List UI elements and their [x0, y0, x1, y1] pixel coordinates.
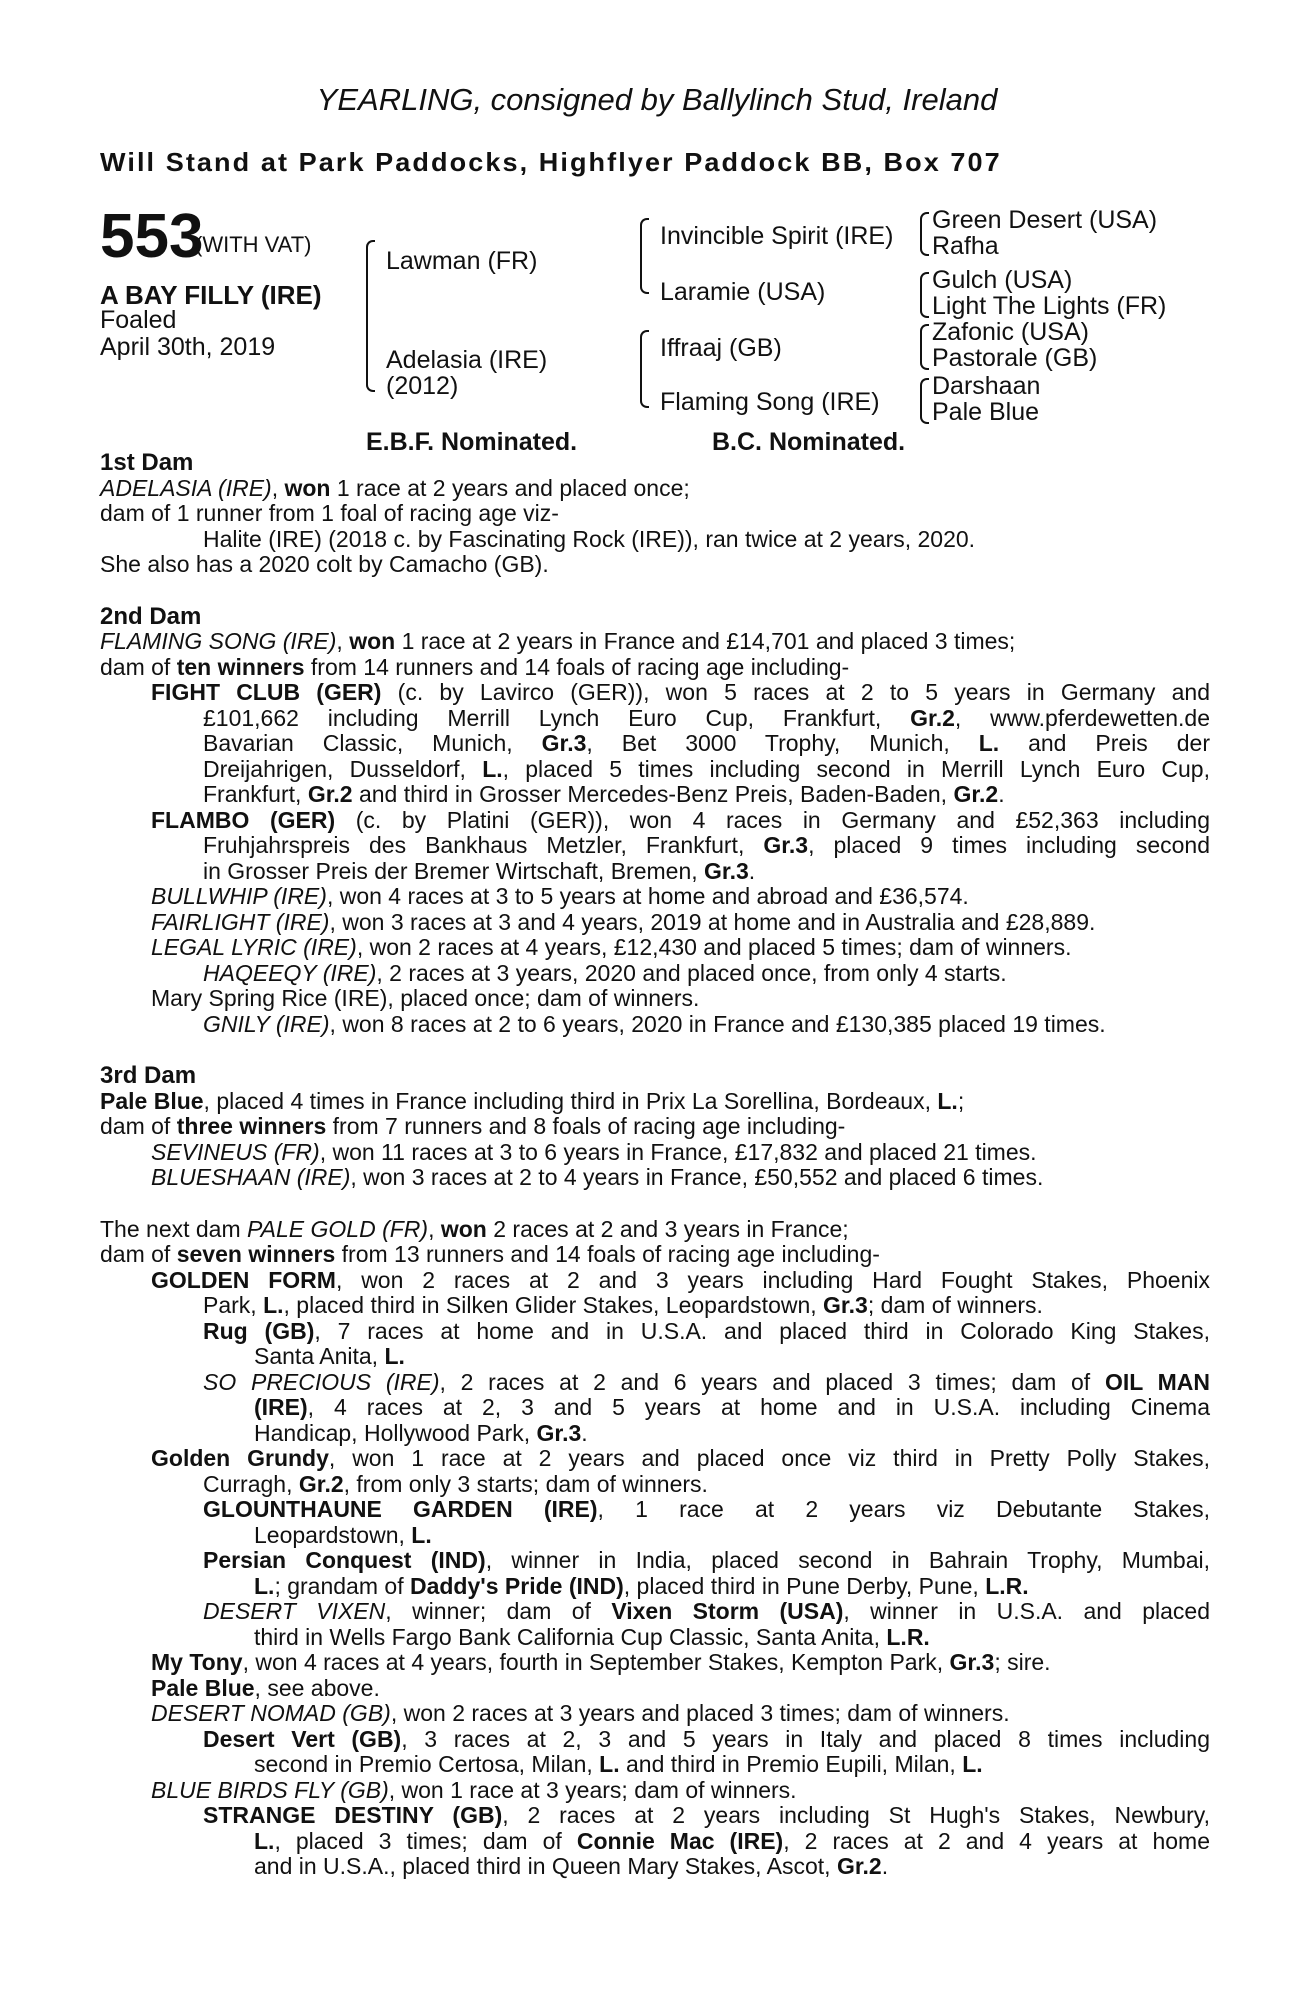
italic-text: BLUE BIRDS FLY (GB)	[151, 1776, 389, 1803]
pedigree-sire-dam: Laramie (USA)	[660, 278, 826, 306]
bold-text: L.	[599, 1751, 620, 1777]
g-bracket-4	[920, 378, 929, 424]
text: ; dam of winners.	[867, 1292, 1043, 1318]
family-line	[100, 884, 1210, 910]
text: ,	[271, 474, 285, 501]
text: , placed third in Silken Glider Stakes, Leopardstown,	[283, 1292, 824, 1318]
italic-text: ADELASIA (IRE)	[100, 474, 272, 501]
bold-text: won	[349, 628, 396, 654]
pedigree-sire-sire: Invincible Spirit (IRE)	[660, 222, 894, 250]
bold-text: FLAMBO (GER)	[151, 806, 336, 833]
italic-text: DESERT VIXEN	[203, 1598, 386, 1624]
italic-text: SEVINEUS (FR)	[151, 1138, 320, 1165]
bold-text: L.	[411, 1521, 432, 1548]
italic-text: FAIRLIGHT (IRE)	[151, 908, 330, 935]
bold-text: Gr.2	[953, 781, 999, 807]
bold-text: My Tony	[151, 1649, 243, 1675]
text: , won 4 races at 4 years, fourth in September Stakes, Kempton Park,	[242, 1649, 950, 1675]
text: , placed 4 times in France including third in Prix La Sorellina, Bordeaux,	[203, 1087, 938, 1114]
text: second in Premio Certosa, Milan,	[254, 1751, 600, 1777]
spacer	[100, 1191, 1210, 1217]
vat-note: (WITH VAT)	[195, 232, 312, 257]
family-line	[100, 1140, 1210, 1166]
family-line	[100, 1752, 1210, 1778]
text: , won 2 races at 2 and 3 years including Hard Fought Stakes, Phoenix	[335, 1266, 1210, 1293]
text: , won 3 races at 2 to 4 years in France, £50,552 and placed 6 times.	[350, 1164, 1044, 1190]
family-line	[100, 1114, 1210, 1140]
text: , 3 races at 2, 3 and 5 years in Italy and placed 8 times including	[401, 1725, 1210, 1752]
g-bracket-1	[920, 212, 929, 256]
consigner-heading: YEARLING, consigned by Ballylinch Stud, Ireland	[316, 82, 998, 117]
family-line	[100, 527, 1210, 553]
text: third in Wells Fargo Bank California Cup Classic, Santa Anita,	[254, 1623, 887, 1650]
bold-text: Gr.2	[298, 1470, 344, 1497]
text: , from only 3 starts; dam of winners.	[343, 1470, 708, 1497]
family-line	[100, 1854, 1210, 1880]
text: , won 4 races at 3 to 5 years at home and abroad and £36,574.	[326, 883, 969, 909]
pedigree-dam-year: (2012)	[386, 372, 459, 400]
family-line	[100, 1650, 1210, 1676]
text: and Preis der	[999, 730, 1210, 756]
bold-text: 1st Dam	[100, 449, 194, 476]
text: Frankfurt,	[203, 781, 308, 807]
text: from 13 runners and 14 foals of racing age including-	[335, 1241, 880, 1267]
italic-text: GNILY (IRE)	[203, 1010, 330, 1037]
bold-text: L.R.	[985, 1572, 1029, 1599]
family-line	[100, 1625, 1210, 1651]
bold-text: Gr.3	[541, 730, 587, 756]
family-line	[100, 1701, 1210, 1727]
bold-text: OIL MAN	[1104, 1368, 1210, 1395]
lot-title: A BAY FILLY (IRE)	[100, 280, 322, 310]
family-line	[100, 1370, 1210, 1396]
text: £101,662 including Merrill Lynch Euro Cup, Frankfurt,	[203, 704, 911, 731]
text: (c. by Platini (GER)), won 4 races in Germany and £52,363 including	[335, 806, 1210, 833]
pedigree-g6: Pastorale (GB)	[932, 344, 1098, 372]
text: Leopardstown,	[254, 1521, 412, 1548]
bold-text: Gr.2	[836, 1853, 882, 1879]
text: dam of 1 runner from 1 foal of racing age viz-	[100, 500, 559, 526]
family-line	[100, 680, 1210, 706]
bold-text: L.	[482, 755, 503, 782]
text: Handicap, Hollywood Park,	[254, 1419, 537, 1446]
bold-text: Vixen Storm (USA)	[611, 1598, 844, 1624]
text: Santa Anita,	[254, 1343, 385, 1369]
text: from 14 runners and 14 foals of racing age including-	[304, 653, 850, 680]
bold-text: Gr.3	[949, 1649, 995, 1675]
dam-line-bracket	[640, 330, 649, 408]
family-line	[100, 1293, 1210, 1319]
family-line	[100, 501, 1210, 527]
foaled-date: April 30th, 2019	[100, 333, 276, 361]
family-line	[100, 833, 1210, 859]
text: Bavarian Classic, Munich,	[203, 730, 542, 756]
bold-text: STRANGE DESTINY (GB)	[203, 1802, 503, 1828]
family-line	[100, 731, 1210, 757]
bold-text: L.	[254, 1572, 275, 1599]
family-line	[100, 808, 1210, 834]
bold-text: won	[440, 1215, 487, 1242]
family-line	[100, 961, 1210, 987]
text: in Grosser Preis der Bremer Wirtschaft, Bremen,	[203, 857, 705, 884]
family-line	[100, 552, 1210, 578]
bold-text: GLOUNTHAUNE GARDEN (IRE)	[203, 1496, 598, 1522]
text: , 1 race at 2 years viz Debutante Stakes,	[597, 1496, 1210, 1522]
family-line	[100, 1829, 1210, 1855]
text: , won 2 races at 3 years and placed 3 times; dam of winners.	[390, 1700, 1010, 1726]
text: , 2 races at 2 years including St Hugh's Stakes, Newbury,	[502, 1802, 1210, 1828]
text: , won 1 race at 3 years; dam of winners.	[388, 1776, 797, 1803]
text: dam of	[100, 1113, 177, 1139]
text: Fruhjahrspreis des Bankhaus Metzler, Frankfurt,	[203, 832, 764, 858]
family-line	[100, 1778, 1210, 1804]
text: Mary Spring Rice (IRE), placed once; dam of winners.	[151, 985, 700, 1011]
text: , placed 9 times including second	[808, 832, 1210, 858]
text: , placed 3 times; dam of	[274, 1827, 577, 1854]
bold-text: Pale Blue	[100, 1087, 204, 1114]
text: The next dam	[100, 1215, 248, 1242]
bold-text: seven winners	[176, 1241, 336, 1267]
family-line	[100, 1472, 1210, 1498]
bold-text: L.	[254, 1827, 275, 1854]
italic-text: SO PRECIOUS (IRE)	[203, 1368, 440, 1395]
bold-text: 3rd Dam	[100, 1062, 197, 1089]
spacer	[100, 578, 1210, 604]
text: , see above.	[254, 1674, 380, 1701]
text: ;	[957, 1087, 965, 1114]
pedigree-dam: Adelasia (IRE)	[386, 346, 548, 374]
text: ,	[336, 628, 350, 654]
text: , www.pferdewetten.de	[954, 704, 1210, 731]
stand-location: Will Stand at Park Paddocks, Highflyer Paddock BB, Box 707	[100, 147, 1002, 177]
family-line	[100, 986, 1210, 1012]
text: , winner; dam of	[385, 1598, 612, 1624]
bold-text: Gr.3	[823, 1292, 868, 1318]
text: ; sire.	[994, 1649, 1051, 1675]
italic-text: BULLWHIP (IRE)	[151, 883, 327, 909]
text: from 7 runners and 8 foals of racing age including-	[326, 1113, 846, 1139]
text: and in U.S.A., placed third in Queen Mary Stakes, Ascot,	[254, 1853, 837, 1879]
text: , 4 races at 2, 3 and 5 years at home and in U.S.A. including Cinema	[307, 1394, 1210, 1420]
text: and third in Grosser Mercedes-Benz Preis, Baden-Baden,	[352, 781, 954, 807]
bold-text: Daddy's Pride (IND)	[409, 1572, 624, 1599]
italic-text: LEGAL LYRIC (IRE)	[151, 934, 357, 960]
bold-text: L.	[384, 1343, 405, 1369]
family-line	[100, 1012, 1210, 1038]
family-line	[100, 1217, 1210, 1243]
bc-nominated: B.C. Nominated.	[712, 428, 906, 456]
family-line	[100, 757, 1210, 783]
italic-text: BLUESHAAN (IRE)	[151, 1164, 351, 1190]
italic-text: FLAMING SONG (IRE)	[100, 628, 337, 654]
pedigree-g1: Green Desert (USA)	[932, 206, 1158, 234]
text: , won 1 race at 2 years and placed once viz third in Pretty Polly Stakes,	[328, 1445, 1211, 1471]
family-line	[100, 476, 1210, 502]
text: , placed 5 times including second in Merrill Lynch Euro Cup,	[502, 755, 1210, 782]
text: , 2 races at 2 and 4 years at home	[783, 1827, 1210, 1854]
bold-text: 2nd Dam	[100, 602, 202, 630]
bold-text: Gr.2	[307, 781, 353, 807]
text: , 2 races at 3 years, 2020 and placed once, from only 4 starts.	[376, 959, 1007, 986]
family-line	[100, 1165, 1210, 1191]
text: , won 8 races at 2 to 6 years, 2020 in France and £130,385 placed 19 times.	[329, 1010, 1106, 1037]
family-text	[100, 450, 1210, 1880]
bold-text: FIGHT CLUB (GER)	[151, 679, 382, 705]
family-line	[100, 1089, 1210, 1115]
text: , won 2 races at 4 years, £12,430 and placed 5 times; dam of winners.	[356, 934, 1072, 960]
family-line	[100, 1574, 1210, 1600]
text: She also has a 2020 colt by Camacho (GB).	[100, 551, 549, 577]
text: 2 races at 2 and 3 years in France;	[486, 1215, 849, 1242]
pedigree-dam-sire: Iffraaj (GB)	[660, 334, 782, 362]
text: , 2 races at 2 and 6 years and placed 3 times; dam of	[439, 1368, 1105, 1395]
dam-heading	[100, 604, 1210, 630]
text: .	[748, 857, 756, 884]
family-line	[100, 629, 1210, 655]
sire-bracket	[366, 240, 375, 392]
bold-text: Gr.3	[763, 832, 809, 858]
text: dam of	[100, 1241, 177, 1267]
family-line	[100, 859, 1210, 885]
text: , won 3 races at 3 and 4 years, 2019 at home and in Australia and £28,889.	[329, 908, 1096, 935]
text: , won 11 races at 3 to 6 years in France, £17,832 and placed 21 times.	[319, 1138, 1037, 1165]
pedigree-g4: Light The Lights (FR)	[932, 292, 1167, 320]
text: , 7 races at home and in U.S.A. and placed third in Colorado King Stakes,	[314, 1317, 1210, 1344]
family-line	[100, 1421, 1210, 1447]
bold-text: Persian Conquest (IND)	[203, 1547, 486, 1573]
text: Park,	[203, 1292, 264, 1318]
ebf-nominated: E.B.F. Nominated.	[366, 428, 578, 456]
bold-text: Rug (GB)	[203, 1317, 315, 1344]
bold-text: L.	[263, 1292, 284, 1318]
family-line	[100, 655, 1210, 681]
text: .	[998, 781, 1005, 807]
bold-text: L.	[962, 1751, 983, 1777]
family-line	[100, 935, 1210, 961]
text: ,	[428, 1215, 441, 1242]
sire-line-bracket	[640, 218, 649, 294]
foaled-label: Foaled	[100, 306, 177, 334]
bold-text: Gr.3	[536, 1419, 582, 1446]
family-line	[100, 1268, 1210, 1294]
family-line	[100, 706, 1210, 732]
family-line	[100, 1242, 1210, 1268]
bold-text: L.	[937, 1087, 958, 1114]
bold-text: ten winners	[176, 653, 305, 680]
text: .	[881, 1853, 889, 1879]
pedigree-g3: Gulch (USA)	[932, 266, 1073, 294]
bold-text: Gr.2	[910, 704, 955, 731]
bold-text: Gr.3	[704, 857, 749, 884]
text: ; grandam of	[274, 1572, 410, 1599]
g-bracket-3	[920, 324, 929, 370]
text: Halite (IRE) (2018 c. by Fascinating Rock (IRE)), ran twice at 2 years, 2020.	[203, 525, 976, 552]
family-line	[100, 1344, 1210, 1370]
pedigree-g8: Pale Blue	[932, 398, 1040, 426]
bold-text: Connie Mac (IRE)	[576, 1827, 784, 1854]
pedigree-sire: Lawman (FR)	[386, 247, 538, 275]
text: Dreijahrigen, Dusseldorf,	[203, 755, 483, 782]
text: .	[581, 1419, 588, 1446]
bold-text: Golden Grundy	[151, 1445, 329, 1471]
text: 1 race at 2 years in France and £14,701 and placed 3 times;	[395, 628, 1016, 654]
bold-text: Pale Blue	[151, 1674, 255, 1701]
family-line	[100, 1395, 1210, 1421]
text: , placed third in Pune Derby, Pune,	[623, 1572, 986, 1599]
bold-text: won	[284, 474, 331, 501]
text: Curragh,	[203, 1470, 299, 1497]
dam-heading	[100, 450, 1210, 476]
pedigree-g5: Zafonic (USA)	[932, 318, 1089, 346]
pedigree-dam-dam: Flaming Song (IRE)	[660, 388, 880, 416]
bold-text: L.	[978, 730, 1000, 756]
text: 1 race at 2 years and placed once;	[330, 474, 690, 501]
pedigree-g7: Darshaan	[932, 372, 1041, 400]
family-line	[100, 1676, 1210, 1702]
bold-text: GOLDEN FORM	[151, 1266, 336, 1293]
bold-text: (IRE)	[254, 1394, 308, 1420]
family-line	[100, 1803, 1210, 1829]
g-bracket-2	[920, 272, 929, 318]
italic-text: DESERT NOMAD (GB)	[151, 1700, 391, 1726]
family-line	[100, 1446, 1210, 1472]
italic-text: PALE GOLD (FR)	[247, 1215, 429, 1242]
family-line	[100, 782, 1210, 808]
text: (c. by Lavirco (GER)), won 5 races at 2 to 5 years in Germany and	[381, 679, 1211, 705]
family-line	[100, 910, 1210, 936]
family-line	[100, 1497, 1210, 1523]
bold-text: Desert Vert (GB)	[203, 1725, 402, 1752]
family-line	[100, 1727, 1210, 1753]
family-line	[100, 1548, 1210, 1574]
italic-text: HAQEEQY (IRE)	[203, 959, 377, 986]
lot-number: 553	[100, 202, 204, 271]
text: , Bet 3000 Trophy, Munich,	[586, 730, 979, 756]
spacer	[100, 1037, 1210, 1063]
text: , winner in India, placed second in Bahrain Trophy, Mumbai,	[485, 1547, 1210, 1573]
text: , winner in U.S.A. and placed	[843, 1598, 1210, 1624]
text: dam of	[100, 653, 177, 680]
family-line	[100, 1319, 1210, 1345]
pedigree-g2: Rafha	[932, 232, 999, 260]
family-line	[100, 1599, 1210, 1625]
bold-text: L.R.	[886, 1623, 930, 1650]
bold-text: three winners	[176, 1113, 327, 1139]
dam-heading	[100, 1063, 1210, 1089]
text: and third in Premio Eupili, Milan,	[619, 1751, 963, 1777]
family-line	[100, 1523, 1210, 1549]
